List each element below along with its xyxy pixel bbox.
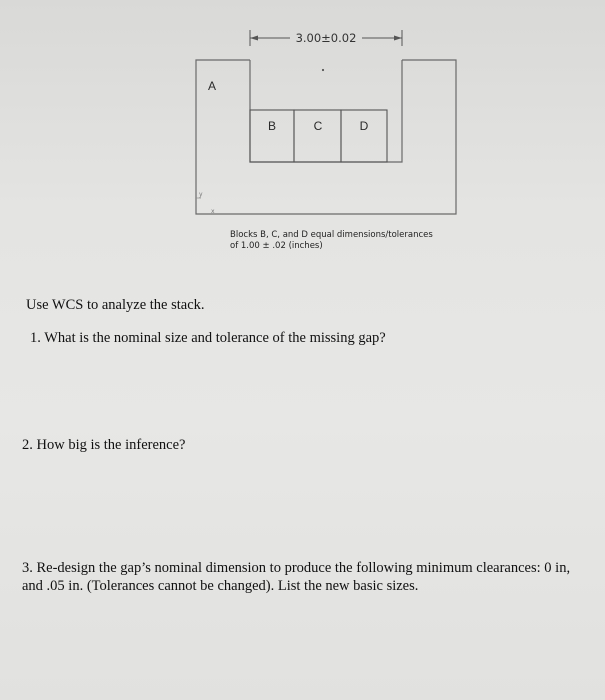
block-d bbox=[341, 110, 387, 162]
label-a: A bbox=[207, 79, 217, 93]
dimension-arrow-left bbox=[250, 36, 258, 41]
note-line-2: of 1.00 ± .02 (inches) bbox=[230, 241, 323, 251]
axis-x-label: x bbox=[211, 208, 215, 215]
stack-diagram bbox=[0, 0, 605, 300]
question-3-line-2: and .05 in. (Tolerances cannot be changed). List the new basic sizes. bbox=[22, 578, 419, 594]
dimension-arrow-right bbox=[394, 36, 402, 41]
block-c bbox=[294, 110, 341, 162]
dimension-label: 3.00±0.02 bbox=[295, 31, 357, 45]
question-2: 2. How big is the inference? bbox=[22, 437, 186, 453]
part-a-outline bbox=[196, 60, 456, 214]
label-c: C bbox=[313, 119, 323, 133]
block-b bbox=[250, 110, 294, 162]
note-line-1: Blocks B, C, and D equal dimensions/tolerances bbox=[230, 230, 433, 240]
part-a-pocket bbox=[250, 60, 402, 162]
label-b: B bbox=[267, 119, 277, 133]
instruction-text: Use WCS to analyze the stack. bbox=[26, 297, 205, 313]
axis-y-label: y bbox=[199, 191, 203, 198]
question-3-line-1: 3. Re-design the gap’s nominal dimension to produce the following minimum clearances: 0 in, bbox=[22, 560, 571, 576]
question-3 bbox=[22, 559, 602, 595]
question-1: 1. What is the nominal size and tolerance of the missing gap? bbox=[30, 330, 386, 346]
center-dot bbox=[322, 69, 324, 71]
blocks-note bbox=[230, 230, 490, 252]
label-d: D bbox=[359, 119, 369, 133]
